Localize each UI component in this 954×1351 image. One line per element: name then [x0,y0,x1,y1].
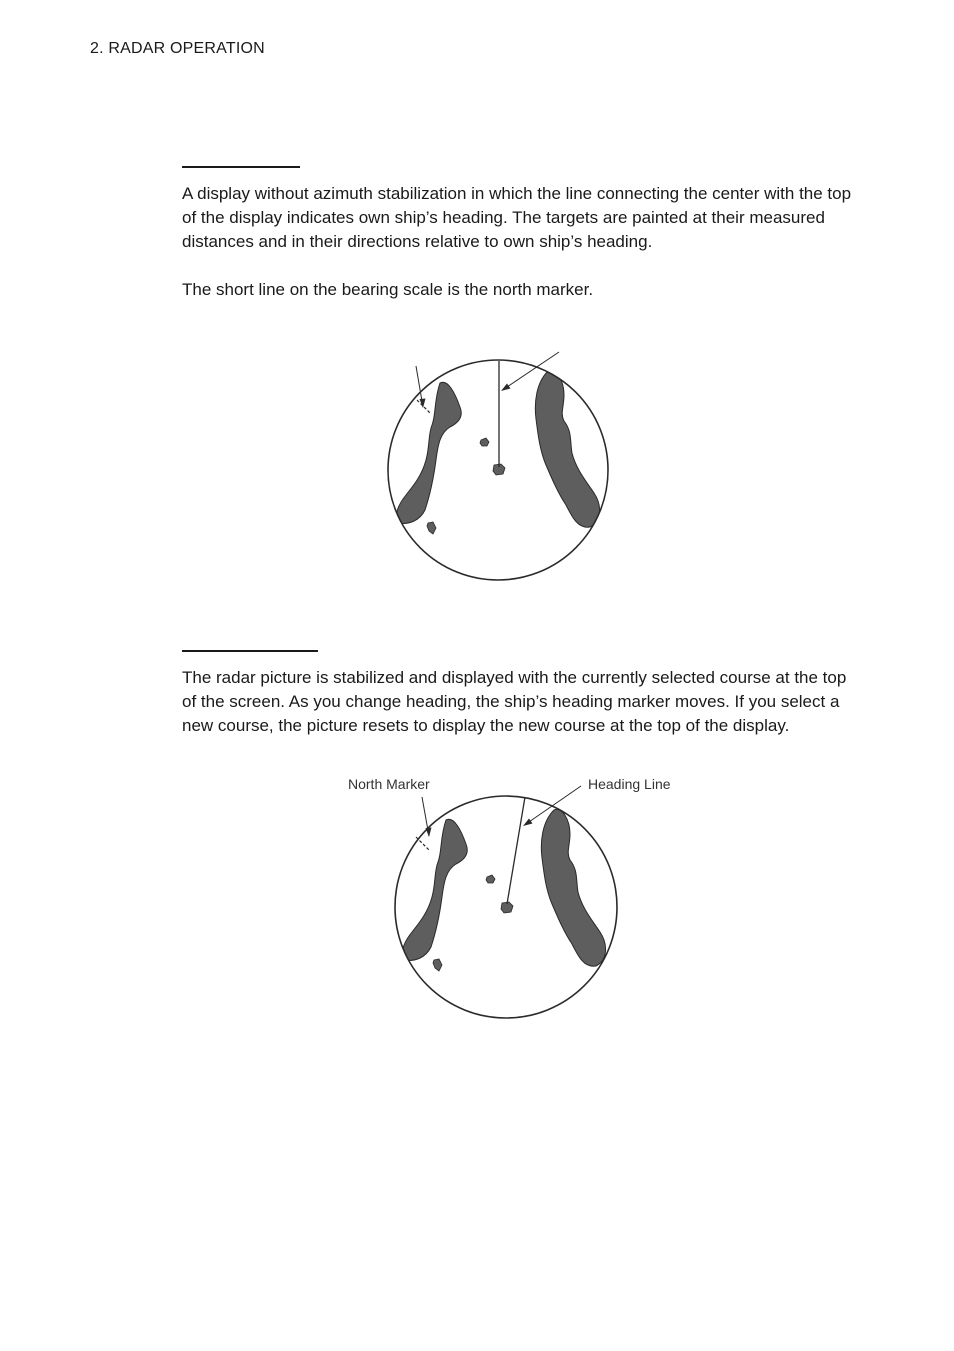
section2-paragraph-1: The radar picture is stabilized and displayed with the currently selected course at the top of the screen. As you change heading, the ship’s heading marker moves. If you select a new course, the picture resets to display the new course at the top of the display. [182,668,847,735]
heading-line [507,797,525,904]
north-marker-dashed [416,837,430,851]
section1-paragraph-1: A display without azimuth stabilization in which the line connecting the center with the top of the display indicates own ship’s heading. The targets are painted at their measured distances and in their directions relative to own ship’s heading. [182,184,852,251]
target-blip-small [486,875,495,883]
target-blip-lower [433,959,442,971]
target-blip-small [480,438,489,446]
section2-heading-rule [182,650,318,652]
north-marker-label: North Marker [348,776,430,792]
landmass-right [535,370,599,527]
radar-figure-head-up [380,345,620,590]
radar-figure-course-up [340,770,690,1025]
section1-heading-rule [182,166,300,168]
landmass-right [541,809,605,966]
heading-line-label: Heading Line [588,776,671,792]
radar-diagram-head-up [380,345,620,590]
landmass-left [402,819,467,960]
section1-paragraph-2: The short line on the bearing scale is the north marker. [182,280,594,299]
target-blip-lower [427,522,436,534]
heading-line-arrowhead [501,384,511,392]
running-head: 2. RADAR OPERATION [90,40,265,57]
north-marker-arrowhead [426,828,432,838]
radar-diagram-course-up [340,770,690,1025]
landmass-left [396,382,461,523]
heading-line-arrowhead [523,819,533,827]
north-marker-arrowhead [420,399,426,409]
